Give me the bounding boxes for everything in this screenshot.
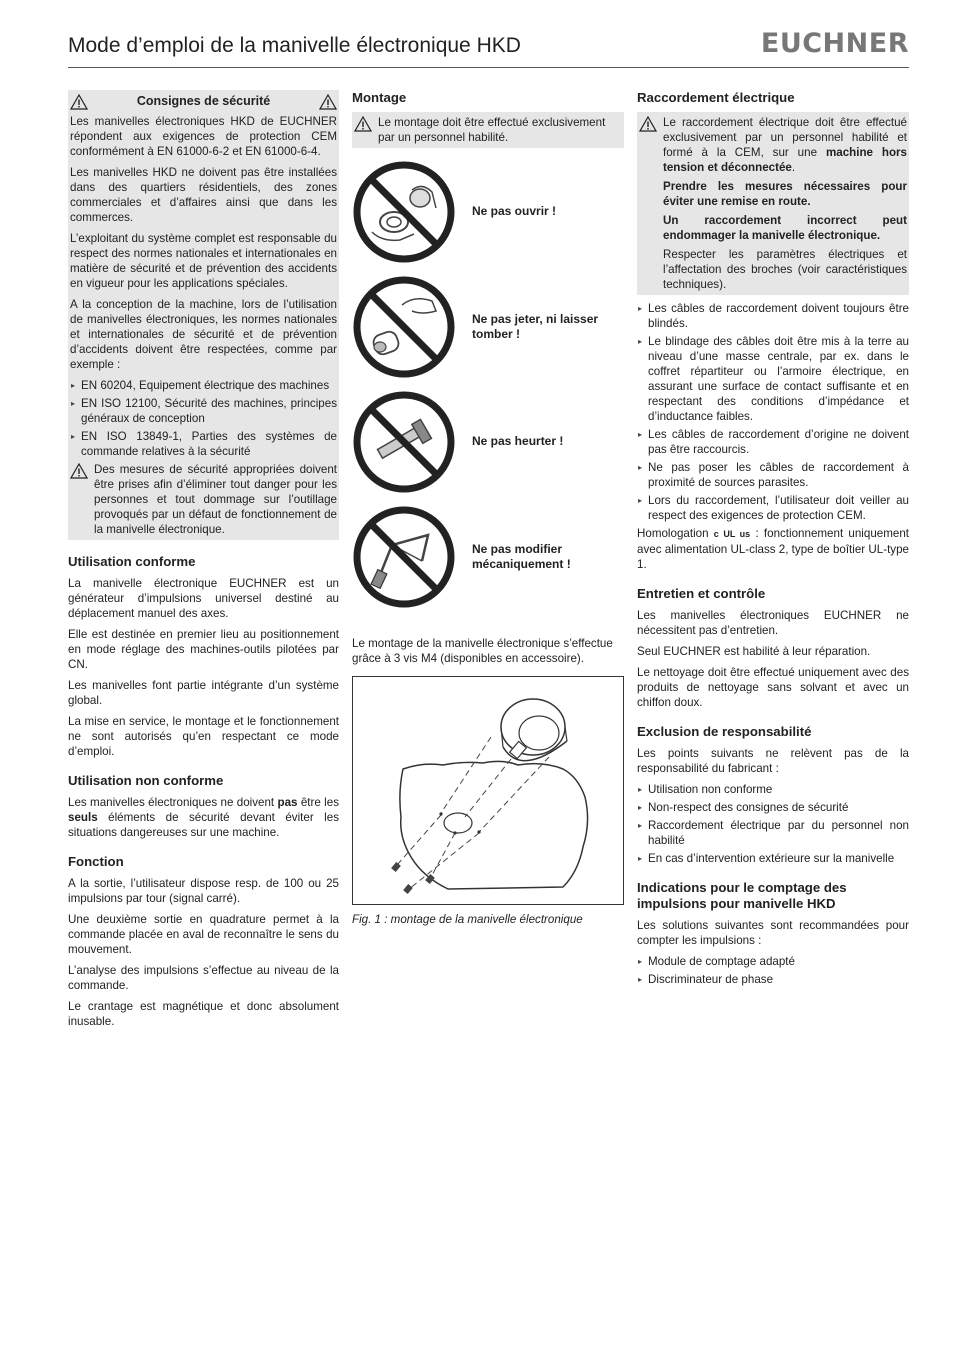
column-left [68, 90, 339, 1035]
list-item: ▸ EN ISO 13849-1, Parties des systèmes de commande relatives à la sécurité [71, 430, 337, 458]
paragraph: L’analyse des impulsions s’effectue au niveau de la commande. [68, 964, 339, 992]
exclusion-list [637, 782, 909, 866]
column-right [637, 90, 909, 990]
bullet-icon: ▸ [638, 821, 643, 830]
paragraph: Les manivelles électroniques EUCHNER ne nécessitent pas d’entretien. [637, 609, 909, 637]
bullet-icon: ▸ [638, 785, 643, 794]
page-header [68, 28, 909, 68]
section-title-montage: Montage [352, 90, 407, 105]
safety-title: Consignes de sécurité [136, 94, 271, 108]
section-title-entretien: Entretien et contrôle [637, 586, 766, 601]
list-item: ▸ Ne pas poser les câbles de raccordement à proximité de sources parasites. [638, 461, 909, 489]
list-item: ▸ Module de comptage adapté [638, 955, 795, 968]
section-title-indications: Indications pour le comptage des impulsions pour manivelle HKD [637, 880, 847, 911]
sign-row [352, 384, 624, 499]
paragraph: La mise en service, le montage et le fonctionnement ne sont autorisés qu’en respectant ce mode d’emploi. [68, 715, 339, 758]
list-item: ▸ En cas d’intervention extérieure sur la manivelle [638, 852, 895, 865]
safety-paragraph: A la conception de la machine, lors de l’utilisation de manivelles électroniques, les normes nationales et internationales de sécurité et de prévention d’accidents doivent être respectées, comme par exemple : [70, 298, 337, 371]
sign-row [352, 499, 624, 614]
standards-list [70, 378, 337, 459]
section-title-nonconforme: Utilisation non conforme [68, 773, 224, 788]
list-item: ▸ Les câbles de raccordement doivent toujours être blindés. [638, 302, 909, 330]
no-open-icon [352, 160, 456, 264]
sign-row [352, 269, 624, 384]
warning-icon [319, 94, 337, 110]
prohibition-signs [352, 154, 624, 614]
bullet-icon: ▸ [638, 304, 643, 313]
section-title-raccordement: Raccordement électrique [637, 90, 795, 105]
paragraph: A la sortie, l’utilisateur dispose resp. de 100 ou 25 impulsions par tour (signal carré). [68, 877, 339, 905]
bullet-icon: ▸ [71, 432, 76, 441]
warning-icon [70, 463, 88, 479]
sign-label: Ne pas ouvrir ! [472, 204, 557, 218]
paragraph: Une deuxième sortie en quadrature permet à la commande placée en aval de reconnaître le sens du mouvement. [68, 913, 339, 956]
list-item: ▸ Discriminateur de phase [638, 973, 774, 986]
paragraph: Les solutions suivantes sont recommandées pour compter les impulsions : [637, 919, 909, 947]
column-middle [352, 90, 624, 927]
ul-certification-icon: c UL us [713, 529, 751, 539]
bullet-icon: ▸ [638, 803, 643, 812]
homologation: Homologation c UL us : fonctionnement uniquement avec alimentation UL-class 2, type de boîtier UL-type 1. [637, 527, 910, 571]
bullet-icon: ▸ [638, 854, 643, 863]
warning-icon [354, 116, 372, 132]
warning-bold: Un raccordement incorrect peut endommager la manivelle électronique. [663, 214, 907, 242]
paragraph: Les points suivants ne relèvent pas de la responsabilité du fabricant : [637, 747, 909, 775]
safety-paragraph: Les manivelles électroniques HKD de EUCHNER répondent aux exigences de protection CEM conformément à EN 61000-6-2 et EN 61000-6-4. [70, 115, 337, 158]
raccord-warning-box [637, 112, 909, 295]
list-item: ▸ Non-respect des consignes de sécurité [638, 801, 849, 814]
page-title: Mode d’emploi de la manivelle électronique HKD [68, 34, 521, 57]
list-item: ▸ Lors du raccordement, l’utilisateur doit veiller au respect des exigences de protection CEM. [638, 494, 909, 522]
bullet-icon: ▸ [638, 463, 643, 472]
bullet-icon: ▸ [71, 399, 76, 408]
list-item: ▸ EN ISO 12100, Sécurité des machines, principes généraux de conception [71, 397, 337, 425]
warning-note: Respecter les paramètres électriques et l’affectation des broches (voir caractéristiques techniques). [663, 248, 907, 291]
safety-warning: Des mesures de sécurité appropriées doivent être prises afin d’éliminer tout danger pour les personnes et tout dommage sur l’outillage provoqués par un défaut de fonctionnement de la manivelle électronique. [70, 462, 337, 537]
list-item: ▸ Raccordement électrique par du personnel non habilité [638, 819, 909, 847]
section-title-fonction: Fonction [68, 854, 124, 869]
bullet-icon: ▸ [638, 496, 643, 505]
paragraph: Seul EUCHNER est habilité à leur réparation. [637, 645, 871, 658]
bullet-icon: ▸ [71, 381, 76, 390]
warning-icon [70, 94, 88, 110]
no-hammer-icon [352, 390, 456, 494]
figure-caption: Fig. 1 : montage de la manivelle électronique [352, 913, 583, 926]
bullet-icon: ▸ [638, 430, 643, 439]
mounting-diagram-icon [353, 677, 623, 904]
bullet-icon: ▸ [638, 957, 643, 966]
paragraph: Le crantage est magnétique et donc absolument inusable. [68, 1000, 339, 1028]
paragraph: Le nettoyage doit être effectué uniquement avec des produits de nettoyage sans solvant et avec un chiffon doux. [637, 666, 909, 709]
montage-warning: Le montage doit être effectué exclusivement par un personnel habilité. [352, 112, 624, 148]
list-item: ▸ Les câbles de raccordement d’origine ne doivent pas être raccourcis. [638, 428, 909, 456]
warning-bold: Prendre les mesures nécessaires pour éviter une remise en route. [663, 180, 907, 208]
raccord-list [637, 301, 909, 523]
list-item: ▸ EN 60204, Equipement électrique des machines [71, 379, 330, 392]
sign-row [352, 154, 624, 269]
paragraph: Les manivelles font partie intégrante d’un système global. [68, 679, 339, 707]
mounting-figure [352, 676, 624, 905]
sign-label: Ne pas heurter ! [472, 434, 564, 448]
list-item: ▸ Utilisation non conforme [638, 783, 773, 796]
indications-list [637, 954, 909, 987]
euchner-logo: EUCHNER [760, 28, 909, 59]
safety-box [68, 90, 339, 540]
section-title-conforme: Utilisation conforme [68, 554, 196, 569]
section-title-exclusion: Exclusion de responsabilité [637, 724, 812, 739]
sign-label: Ne pas jeter, ni laisser tomber ! [472, 311, 599, 341]
no-saw-icon [352, 505, 456, 609]
paragraph: La manivelle électronique EUCHNER est un générateur d’impulsions universel destiné au déplacement manuel des axes. [68, 577, 339, 620]
sign-label: Ne pas modifier mécaniquement ! [472, 541, 571, 571]
bullet-icon: ▸ [638, 337, 643, 346]
warning-icon [639, 116, 657, 132]
safety-paragraph: Les manivelles HKD ne doivent pas être installées dans des quartiers résidentiels, des zones commerciales et d’affaires ainsi que dans les commerces. [70, 166, 337, 224]
raccord-warning: Le raccordement électrique doit être effectué exclusivement par un personnel habilité et formé à la CEM, sur une machine hors tension et déconnectée. Prendre les mesures nécessaires pour éviter une remise en route. Un raccordement incorrect peut endommager la manivelle électronique. Respecter les paramètres électriques et l’affectation des broches (voir caractéristiques techniques). [639, 115, 907, 292]
bullet-icon: ▸ [638, 975, 643, 984]
safety-paragraph: L’exploitant du système complet est responsable du respect des normes nationales et internationales en matière de sécurité et de prévention des accidents en vigueur pour les applications spéciales. [70, 232, 337, 290]
paragraph: Les manivelles électroniques ne doivent pas être les seuls éléments de sécurité devant éviter les situations dangereuses sur une machine. [68, 796, 339, 839]
list-item: ▸ Le blindage des câbles doit être mis à la terre au niveau d’une masse centrale, par ex. dans le coffret répartiteur ou l’armoire électrique, en assurant une surface de contact suffisante et en respectant des conditions d’impédance et d’inductance faibles. [638, 335, 909, 423]
no-drop-icon [352, 275, 456, 379]
safety-header [70, 93, 337, 110]
montage-text: Le montage de la manivelle électronique s’effectue grâce à 3 vis M4 (disponibles en accessoire). [352, 637, 613, 665]
paragraph: Elle est destinée en premier lieu au positionnement en mode réglage des machines-outils pilotées par CN. [68, 628, 339, 671]
